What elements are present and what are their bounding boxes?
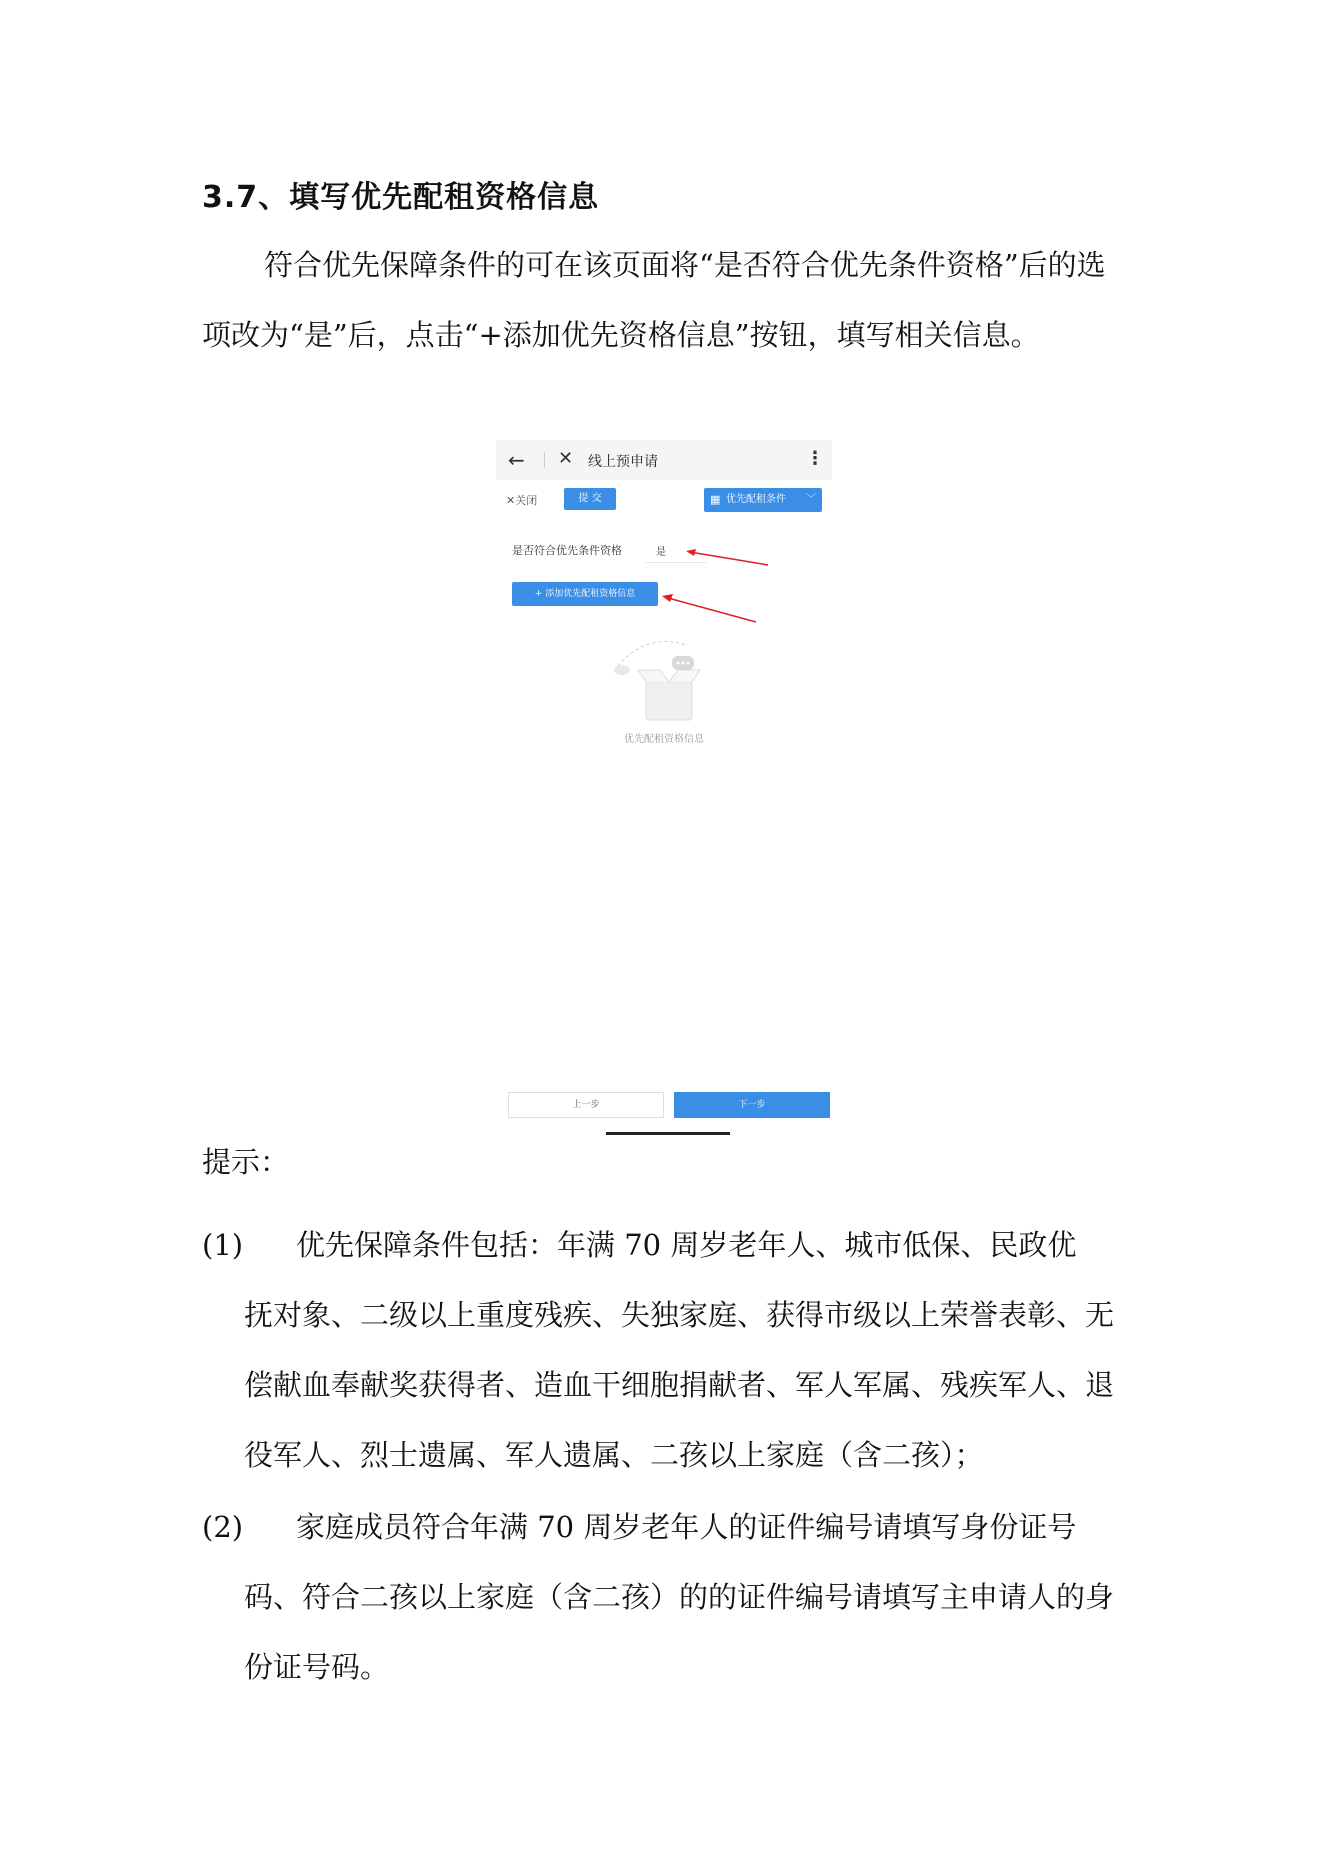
field-value-select[interactable]: 是 <box>656 547 666 558</box>
home-indicator <box>606 1132 730 1135</box>
annotation-arrow-2 <box>668 598 756 622</box>
annotation-arrows <box>496 440 832 640</box>
submit-button[interactable]: 提 交 <box>564 488 616 510</box>
grid-icon: ▦ <box>710 493 721 506</box>
tip-continuation: 码、符合二孩以上家庭（含二孩）的的证件编号请填写主申请人的身份证号码。 <box>244 1580 1115 1684</box>
annotation-arrowhead-2 <box>662 594 673 602</box>
add-qualification-button[interactable]: + 添加优先配租资格信息 <box>512 582 658 606</box>
tip-first-line: 优先保障条件包括：年满 70 周岁老年人、城市低保、民政优 <box>296 1228 1077 1262</box>
empty-box-icon <box>608 626 728 736</box>
arrow-left-icon[interactable]: ← <box>508 448 525 472</box>
tips-title: 提示： <box>202 1145 290 1179</box>
close-icon[interactable]: ✕ <box>558 448 574 469</box>
more-vertical-icon[interactable]: ⋮ <box>806 448 824 469</box>
tip-number: (2) <box>202 1510 244 1544</box>
next-step-button[interactable]: 下一步 <box>674 1092 830 1118</box>
annotation-arrowhead-1 <box>686 549 696 556</box>
tip-item <box>202 1210 1132 1490</box>
condition-select-label: 优先配租条件 <box>726 494 786 505</box>
prev-step-button[interactable]: 上一步 <box>508 1092 664 1118</box>
annotation-arrow-1 <box>690 552 768 565</box>
tip-number: (1) <box>202 1228 244 1262</box>
empty-state-text: 优先配租资格信息 <box>624 734 704 745</box>
tip-first-line: 家庭成员符合年满 70 周岁老年人的证件编号请填写身份证号 <box>296 1510 1077 1544</box>
chevron-down-icon: ﹀ <box>806 494 816 505</box>
section-heading: 3.7、填写优先配租资格信息 <box>202 180 600 215</box>
field-label: 是否符合优先条件资格 <box>512 544 622 557</box>
page-title: 线上预申请 <box>588 454 658 470</box>
tip-item <box>202 1492 1132 1702</box>
close-button[interactable]: ✕关闭 <box>506 494 538 507</box>
tip-continuation: 抚对象、二级以上重度残疾、失独家庭、获得市级以上荣誉表彰、无偿献血奉献奖获得者、造血干细胞捐献者、军人军属、残疾军人、退役军人、烈士遗属、军人遗属、二孩以上家庭（含二孩）； <box>244 1298 1115 1472</box>
phone-screenshot <box>496 440 832 1130</box>
intro-paragraph: 符合优先保障条件的可在该页面将“是否符合优先条件资格”后的选项改为“是”后，点击“+添加优先资格信息”按钮，填写相关信息。 <box>202 248 1106 352</box>
